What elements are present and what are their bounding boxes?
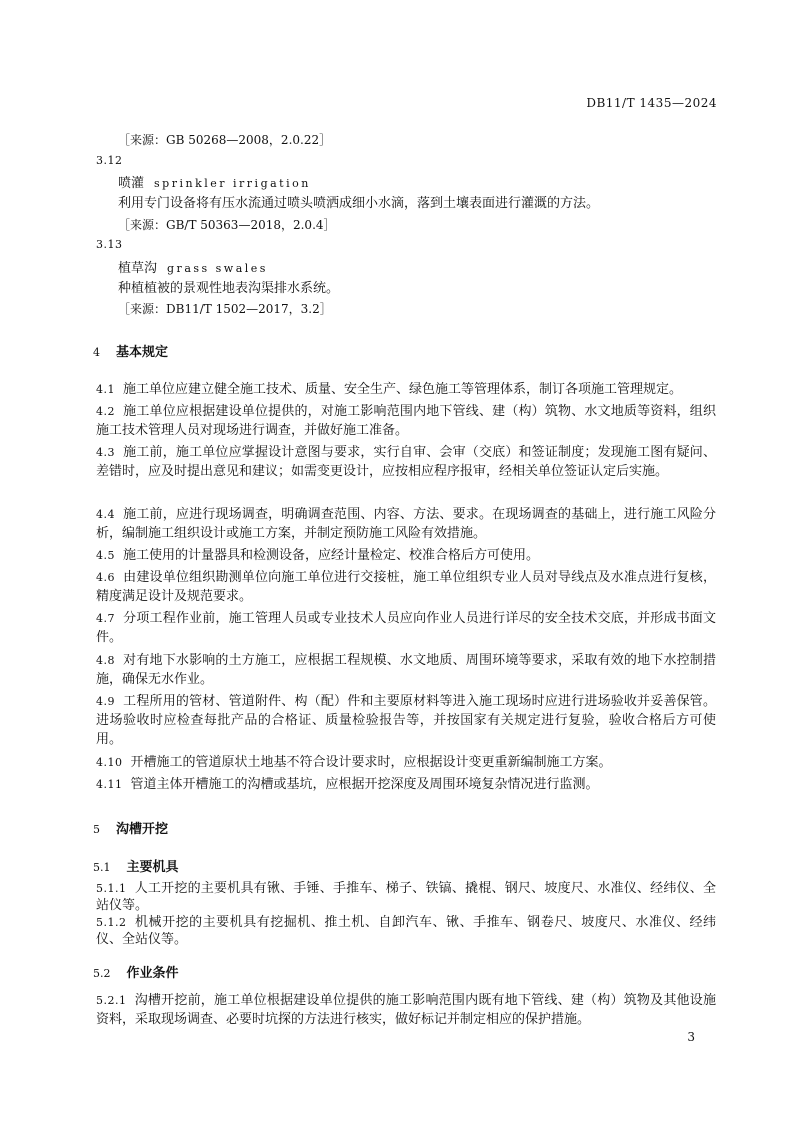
clause	[96, 380, 716, 399]
clause-number: 4.10	[96, 756, 123, 769]
subsection-heading	[93, 856, 179, 875]
clause-text: 施工前，施工单位应掌握设计意图与要求，实行自审、会审（交底）和签证制度；发现施工图有疑问、差错时，应及时提出意见和建议；如需变更设计，应按相应程序报审，经相关单位签证认定后实施。	[96, 445, 716, 479]
section-title: 沟槽开挖	[116, 822, 169, 837]
clause-number: 4.3	[96, 446, 115, 459]
clause	[96, 651, 716, 689]
clause-text: 施工使用的计量器具和检测设备，应经计量检定、校准合格后方可使用。	[123, 548, 540, 563]
source-note: ［来源：GB 50268—2008，2.0.22］	[118, 133, 332, 147]
subsection-number: 5.2	[93, 967, 111, 980]
term-chinese: 植草沟	[118, 261, 158, 276]
subsection-heading	[93, 962, 179, 981]
clause	[96, 505, 716, 543]
clause	[96, 568, 716, 606]
term-definition: 利用专门设备将有压水流通过喷头喷洒成细小水滴，落到土壤表面进行灌溉的方法。	[118, 196, 600, 211]
clause-number: 4.7	[96, 612, 115, 625]
clause	[96, 914, 716, 948]
clause-number: 4.1	[96, 383, 115, 396]
clause-text: 施工单位应根据建设单位提供的，对施工影响范围内地下管线、建（构）筑物、水文地质等资料，组织施工技术管理人员对现场进行调查，并做好施工准备。	[96, 404, 716, 438]
term-line	[118, 257, 268, 276]
clause-text: 施工单位应建立健全施工技术、质量、安全生产、绿色施工等管理体系，制订各项施工管理规定。	[123, 382, 683, 397]
clause	[96, 775, 716, 794]
clause-number: 5.1.2	[96, 916, 127, 929]
clause-number: 5.2.1	[96, 994, 127, 1007]
clause-number: 3.12	[96, 154, 123, 167]
clause	[96, 402, 716, 440]
clause-text: 沟槽开挖前，施工单位根据建设单位提供的施工影响范围内既有地下管线、建（构）筑物及其他设施资料，采取现场调查、必要时坑探的方法进行核实，做好标记并制定相应的保护措施。	[96, 993, 716, 1027]
clause	[96, 991, 716, 1029]
clause-number: 3.13	[96, 238, 123, 251]
clause-number: 4.11	[96, 778, 123, 791]
section-title: 基本规定	[116, 345, 169, 360]
clause	[96, 880, 716, 914]
clause-text: 分项工程作业前，施工管理人员或专业技术人员应向作业人员进行详尽的安全技术交底，并形成书面文件。	[96, 611, 716, 645]
clause-text: 对有地下水影响的土方施工，应根据工程规模、水文地质、周围环境等要求，采取有效的地下水控制措施，确保无水作业。	[96, 653, 716, 687]
clause-number: 4.9	[96, 695, 115, 708]
section-number: 5	[93, 823, 100, 836]
clause-number: 5.1.1	[96, 882, 127, 895]
clause	[96, 609, 716, 647]
clause	[96, 753, 716, 772]
clause-number: 4.2	[96, 405, 115, 418]
clause-text: 施工前，应进行现场调查，明确调查范围、内容、方法、要求。在现场调查的基础上，进行施工风险分析，编制施工组织设计或施工方案，并制定预防施工风险有效措施。	[96, 507, 716, 541]
clause-text: 工程所用的管材、管道附件、构（配）件和主要原材料等进入施工现场时应进行进场验收并妥善保管。进场验收时应检查每批产品的合格证、质量检验报告等，并按国家有关规定进行复验，验收合格后方可使用。	[96, 694, 716, 747]
clause-text: 开槽施工的管道原状土地基不符合设计要求时，应根据设计变更重新编制施工方案。	[130, 755, 612, 770]
clause	[96, 546, 716, 565]
term-english: sprinkler irrigation	[154, 177, 311, 190]
term-line	[118, 172, 311, 191]
section-heading	[93, 818, 168, 837]
document-code: DB11/T 1435—2024	[586, 96, 717, 110]
term-definition: 种植植被的景观性地表沟渠排水系统。	[118, 281, 340, 296]
page-number: 3	[687, 1030, 695, 1044]
clause-number: 4.4	[96, 508, 115, 521]
clause-text: 由建设单位组织勘测单位向施工单位进行交接桩，施工单位组织专业人员对导线点及水准点进行复核，精度满足设计及规范要求。	[96, 570, 716, 604]
clause-text: 机械开挖的主要机具有挖掘机、推土机、自卸汽车、锹、手推车、钢卷尺、坡度尺、水准仪、经纬仪、全站仪等。	[96, 915, 716, 947]
clause-number: 4.6	[96, 571, 115, 584]
subsection-title: 作业条件	[126, 966, 179, 981]
term-chinese: 喷灌	[118, 176, 145, 191]
source-note: ［来源：DB11/T 1502—2017，3.2］	[118, 302, 332, 316]
subsection-title: 主要机具	[126, 860, 179, 875]
clause-number: 4.5	[96, 549, 115, 562]
clause	[96, 692, 716, 749]
clause-text: 管道主体开槽施工的沟槽或基坑，应根据开挖深度及周围环境复杂情况进行监测。	[130, 777, 599, 792]
clause	[96, 443, 716, 481]
source-note: ［来源：GB/T 50363—2018，2.0.4］	[118, 218, 336, 232]
subsection-number: 5.1	[93, 861, 111, 874]
clause-text: 人工开挖的主要机具有锹、手锤、手推车、梯子、铁镐、撬棍、钢尺、坡度尺、水准仪、经纬仪、全站仪等。	[96, 881, 716, 913]
clause-number: 4.8	[96, 654, 115, 667]
term-english: grass swales	[167, 262, 268, 275]
section-number: 4	[93, 346, 100, 359]
section-heading	[93, 341, 168, 360]
